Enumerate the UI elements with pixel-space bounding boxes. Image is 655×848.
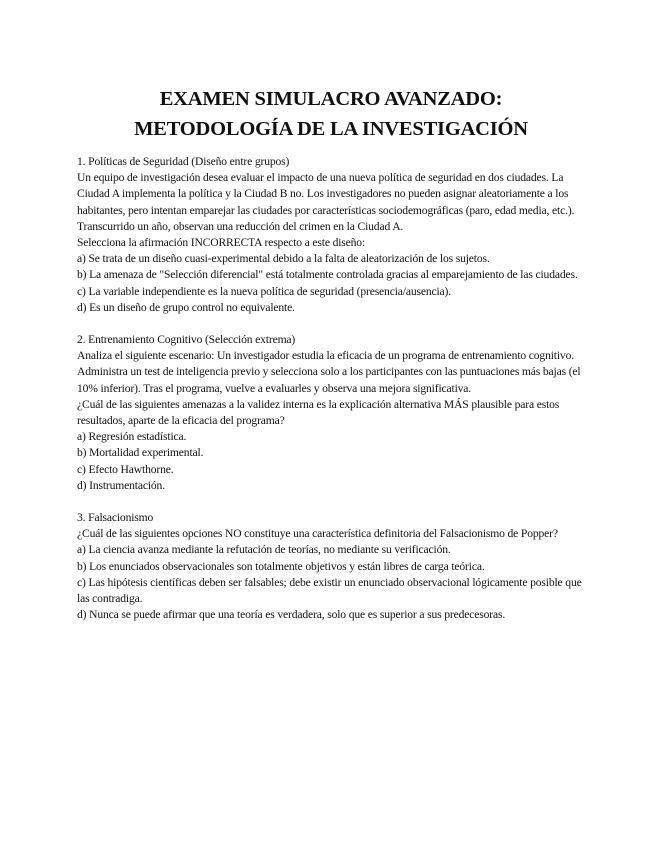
answer-options [77,542,585,623]
answer-option-c: c) Efecto Hawthorne. [77,462,174,476]
question-heading: 1. Políticas de Seguridad (Diseño entre grupos) [77,155,290,168]
question-heading: 2. Entrenamiento Cognitivo (Selección extrema) [77,333,296,347]
question-2 [77,332,585,494]
question-3 [77,510,585,623]
answer-option-d: d) Es un diseño de grupo control no equivalente. [77,300,295,314]
answer-option-a: a) Se trata de un diseño cuasi-experimental debido a la falta de aleatorización de los sujetos. [77,252,490,266]
question-prompt: ¿Cuál de las siguientes amenazas a la validez interna es la explicación alternativa MÁS plausible para estos resultados, aparte de la eficacia del programa? [77,397,560,428]
question-scenario: Un equipo de investigación desea evaluar el impacto de una nueva política de seguridad en dos ciudades. La Ciudad A implementa la política y la Ciudad B no. Los investigadores no pueden asignar aleatoriamente a los habitantes, pero intentan emparejar las ciudades por características sociodemográficas (paro, edad media, etc.). Transcurrido un año, observan una reducción del crimen en la Ciudad A. [77,171,575,233]
question-heading: 3. Falsacionismo [77,511,154,525]
answer-option-c: c) Las hipótesis científicas deben ser falsables; debe existir un enunciado observacional lógicamente posible que las contradiga. [77,575,582,606]
answer-option-a: a) La ciencia avanza mediante la refutación de teorías, no mediante su verificación. [77,543,451,557]
answer-option-b: b) Los enunciados observacionales son totalmente objetivos y están libres de carga teórica. [77,559,485,573]
answer-option-d: d) Nunca se puede afirmar que una teoría es verdadera, solo que es superior a sus predecesoras. [77,608,506,622]
title-line-2: METODOLOGÍA DE LA INVESTIGACIÓN [134,118,528,140]
answer-option-d: d) Instrumentación. [77,478,165,492]
question-prompt: Selecciona la afirmación INCORRECTA respecto a este diseño: [77,236,366,250]
answer-option-c: c) La variable independiente es la nueva política de seguridad (presencia/ausencia). [77,284,451,298]
title-line-1: EXAMEN SIMULACRO AVANZADO: [159,88,503,110]
question-scenario: Analiza el siguiente escenario: Un investigador estudia la eficacia de un programa de entrenamiento cognitivo. Administra un test de inteligencia previo y selecciona solo a los participantes con las puntuaciones más bajas (el 10% inferior). Tras el programa, vuelve a evaluarles y observa una mejora significativa. [77,349,581,395]
answer-options [77,251,585,316]
answer-option-b: b) La amenaza de "Selección diferencial" está totalmente controlada gracias al emparejamiento de las ciudades. [77,268,578,282]
question-prompt: ¿Cuál de las siguientes opciones NO constituye una característica definitoria del Falsacionismo de Popper? [77,527,558,541]
answer-option-a: a) Regresión estadística. [77,430,187,444]
exam-title [77,84,585,144]
answer-options [77,429,585,494]
answer-option-b: b) Mortalidad experimental. [77,446,204,460]
question-1 [77,154,585,316]
